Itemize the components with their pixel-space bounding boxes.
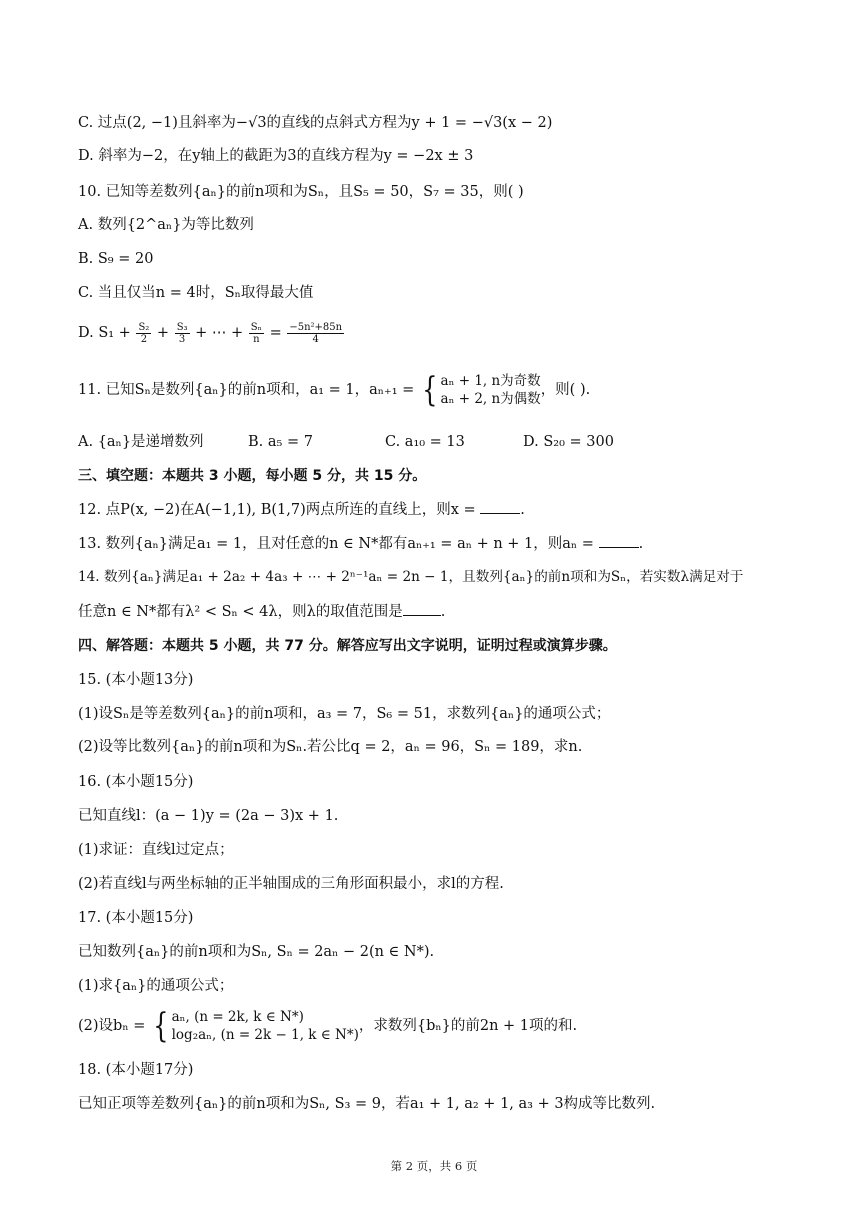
q10-option-c: C. 当且仅当n = 4时，Sₙ取得最大值 bbox=[78, 285, 314, 301]
q17-head: 17. (本小题15分) bbox=[78, 910, 194, 926]
q15-head: 15. (本小题13分) bbox=[78, 672, 194, 688]
left-brace: { bbox=[153, 1006, 169, 1046]
fraction-result: $\frac{\text{−5n²+85n}}{4}$ bbox=[289, 321, 343, 345]
answer-blank bbox=[599, 533, 639, 548]
q17-stem: 已知数列{aₙ}的前n项和为Sₙ, Sₙ = 2aₙ − 2(n ∈ N*). bbox=[78, 944, 435, 960]
q18-stem: 已知正项等差数列{aₙ}的前n项和为Sₙ, S₃ = 9，若a₁ + 1, a₂ + 1, a₃ + 3构成等比数列. bbox=[78, 1096, 656, 1112]
q17-part1: (1)求{aₙ}的通项公式； bbox=[78, 978, 234, 994]
q10-option-d: D. S₁ + $\frac{\text{S₂}}{2}$ + $\frac{\text{S₃}}{3}$ + ⋯ + $\frac{\text{Sₙ}}{n}$ = $\frac{\text{−5n²+85n}}{4}$ bbox=[78, 321, 343, 345]
piecewise-cases: aₙ, (n = 2k, k ∈ N*) log₂aₙ, (n = 2k − 1, k ∈ N*) bbox=[171, 1009, 359, 1043]
fraction-sn: $\frac{\text{Sₙ}}{n}$ bbox=[250, 321, 262, 345]
q10-option-a: A. 数列{2^aₙ}为等比数列 bbox=[78, 217, 254, 233]
section-solutions-title: 四、解答题：本题共 5 小题，共 77 分。解答应写出文字说明，证明过程或演算步骤。 bbox=[78, 638, 617, 654]
q14-line2: 任意n ∈ N*都有λ² < Sₙ < 4λ，则λ的取值范围是 . bbox=[78, 601, 445, 622]
fraction-s3: $\frac{\text{S₃}}{3}$ bbox=[176, 321, 188, 345]
answer-blank bbox=[480, 499, 520, 514]
q18-head: 18. (本小题17分) bbox=[78, 1062, 194, 1078]
q11-option-b: B. a₅ = 7 bbox=[248, 434, 313, 450]
q9-option-c: C. 过点(2, −1)且斜率为−√3的直线的点斜式方程为y + 1 = −√3(x − 2) bbox=[78, 115, 553, 131]
q12: 12. 点P(x, −2)在A(−1,1), B(1,7)两点所连的直线上，则x = . bbox=[78, 499, 525, 520]
fraction-s2: $\frac{\text{S₂}}{2}$ bbox=[138, 321, 150, 345]
q11-options bbox=[78, 432, 778, 452]
q15-part1: (1)设Sₙ是等差数列{aₙ}的前n项和，a₃ = 7，S₆ = 51，求数列{aₙ}的通项公式； bbox=[78, 706, 611, 722]
answer-blank bbox=[403, 601, 441, 616]
q16-stem: 已知直线l：(a − 1)y = (2a − 3)x + 1. bbox=[78, 808, 339, 824]
page-footer: 第 2 页，共 6 页 bbox=[390, 1159, 478, 1173]
q14-line1: 14. 数列{aₙ}满足a₁ + 2a₂ + 4a₃ + ⋯ + 2ⁿ⁻¹aₙ = 2n − 1，且数列{aₙ}的前n项和为Sₙ，若实数λ满足对于 bbox=[78, 569, 744, 585]
q16-part1: (1)求证：直线l过定点； bbox=[78, 842, 234, 858]
section-fill-in-title: 三、填空题：本题共 3 小题，每小题 5 分，共 15 分。 bbox=[78, 468, 427, 484]
q11-option-d: D. S₂₀ = 300 bbox=[523, 434, 614, 450]
q15-part2: (2)设等比数列{aₙ}的前n项和为Sₙ.若公比q = 2，aₙ = 96，Sₙ = 189，求n. bbox=[78, 739, 583, 755]
q9-option-d: D. 斜率为−2，在y轴上的截距为3的直线方程为y = −2x ± 3 bbox=[78, 148, 474, 164]
piecewise-cases: aₙ + 1, n为奇数 aₙ + 2, n为偶数 bbox=[440, 373, 541, 407]
q17-part2: (2)设bₙ = { aₙ, (n = 2k, k ∈ N*) log₂aₙ, (n = 2k − 1, k ∈ N*) ，求数列{bₙ}的前2n + 1项的和. bbox=[78, 1006, 578, 1046]
q11-option-a: A. {aₙ}是递增数列 bbox=[78, 434, 204, 450]
q16-head: 16. (本小题15分) bbox=[78, 774, 194, 790]
q11-stem: 11. 已知Sₙ是数列{aₙ}的前n项和，a₁ = 1，aₙ₊₁ = { aₙ + 1, n为奇数 aₙ + 2, n为偶数 ，则( ). bbox=[78, 370, 591, 410]
q11-option-c: C. a₁₀ = 13 bbox=[385, 434, 465, 450]
q13: 13. 数列{aₙ}满足a₁ = 1，且对任意的n ∈ N*都有aₙ₊₁ = aₙ + n + 1，则aₙ = . bbox=[78, 533, 643, 554]
q10d-prefix: D. S₁ + bbox=[78, 325, 136, 341]
q10-option-b: B. S₉ = 20 bbox=[78, 251, 154, 267]
q10-stem: 10. 已知等差数列{aₙ}的前n项和为Sₙ，且S₅ = 50，S₇ = 35，则( ) bbox=[78, 184, 524, 200]
q16-part2: (2)若直线l与两坐标轴的正半轴围成的三角形面积最小，求l的方程. bbox=[78, 876, 504, 892]
left-brace: { bbox=[422, 370, 438, 410]
